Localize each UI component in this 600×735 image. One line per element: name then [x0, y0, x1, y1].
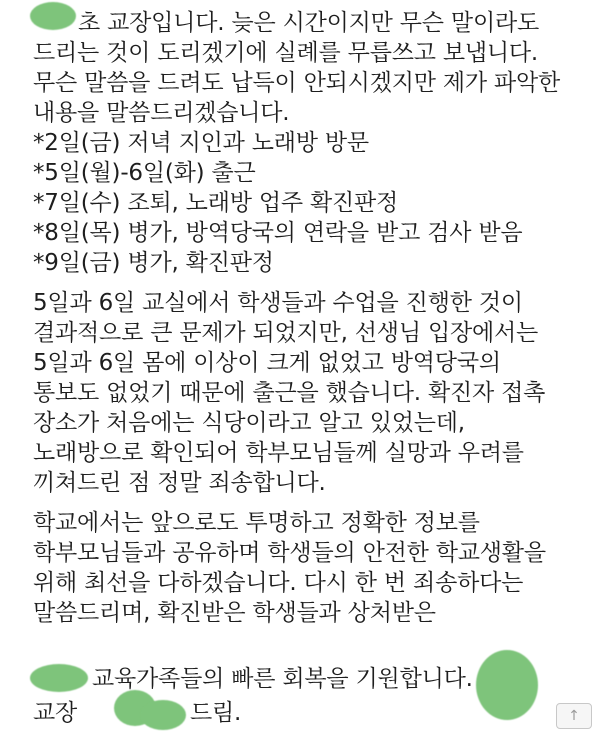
redaction-mark	[30, 664, 88, 692]
message-line: 결과적으로 큰 문제가 되었지만, 선생님 입장에서는	[33, 320, 539, 346]
message-line: 초 교장입니다. 늦은 시간이지만 무슨 말이라도	[78, 10, 540, 36]
message-line: 말씀드리며, 확진받은 학생들과 상처받은	[33, 600, 436, 626]
message-line: 장소가 처음에는 식당이라고 알고 있었는데,	[33, 410, 465, 436]
redaction-mark	[140, 700, 186, 730]
message-line: 드리는 것이 도리겠기에 실례를 무릅쓰고 보냅니다.	[33, 40, 539, 66]
redaction-mark	[30, 2, 76, 30]
message-line: *7일(수) 조퇴, 노래방 업주 확진판정	[33, 190, 399, 216]
message-line: 위해 최선을 다하겠습니다. 다시 한 번 죄송하다는	[33, 570, 524, 596]
message-line: 학부모님들과 공유하며 학생들의 안전한 학교생활을	[33, 540, 546, 566]
message-line: 끼쳐드린 점 정말 죄송합니다.	[33, 470, 326, 496]
message-line: 학교에서는 앞으로도 투명하고 정확한 정보를	[33, 510, 480, 536]
message-line: 통보도 없었기 때문에 출근을 했습니다. 확진자 접촉	[33, 380, 546, 406]
message-line: 노래방으로 확인되어 학부모님들께 실망과 우려를	[33, 440, 524, 466]
scroll-to-top-button[interactable]	[556, 703, 592, 729]
redaction-mark	[476, 650, 538, 720]
signature-title: 교장	[33, 700, 78, 726]
message-line: 5일과 6일 교실에서 학생들과 수업을 진행한 것이	[33, 290, 523, 316]
signature-closing: 드림.	[190, 700, 242, 726]
message-line: *8일(목) 병가, 방역당국의 연락을 받고 검사 받음	[33, 220, 523, 246]
message-line: *9일(금) 병가, 확진판정	[33, 250, 274, 276]
message-line: 내용을 말씀드리겠습니다.	[33, 100, 290, 126]
message-line: 교육가족들의 빠른 회복을 기원합니다.	[92, 666, 473, 692]
message-line: *2일(금) 저녁 지인과 노래방 방문	[33, 130, 369, 156]
arrow-up-icon: ↑	[568, 708, 580, 724]
message-line: 5일과 6일 몸에 이상이 크게 없었고 방역당국의	[33, 350, 501, 376]
message-line: *5일(월)-6일(화) 출근	[33, 160, 256, 186]
message-line: 무슨 말씀을 드려도 납득이 안되시겠지만 제가 파악한	[33, 70, 561, 96]
